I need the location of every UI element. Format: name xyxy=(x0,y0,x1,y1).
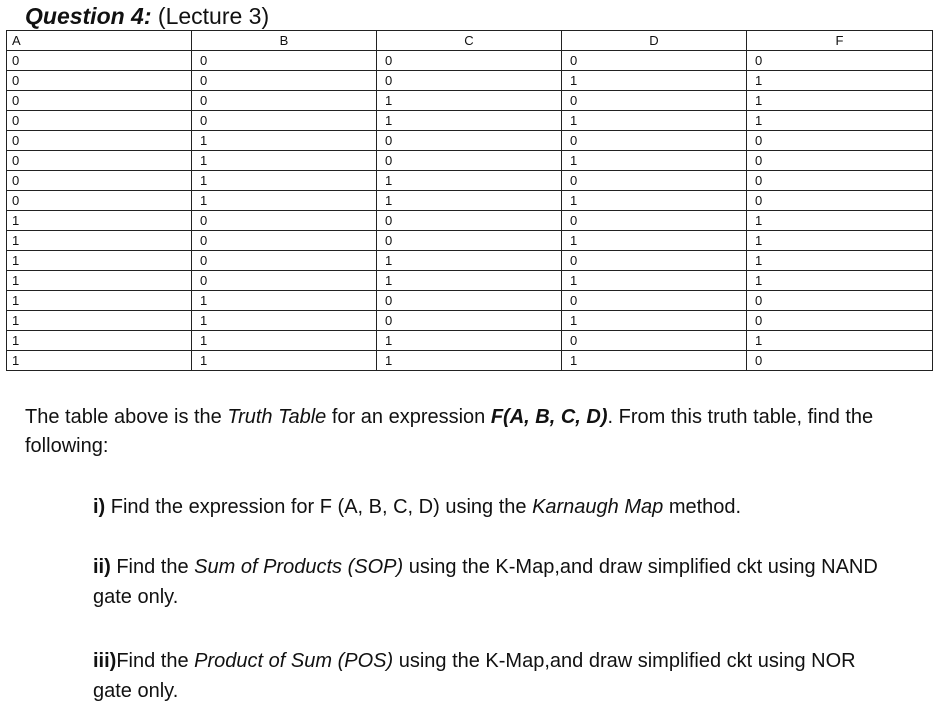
table-cell-c: 1 xyxy=(377,191,562,211)
table-row xyxy=(7,191,933,211)
question-title xyxy=(25,2,269,30)
table-cell-b: 1 xyxy=(192,191,377,211)
description-paragraph xyxy=(25,403,905,461)
table-cell-b: 1 xyxy=(192,311,377,331)
table-cell-a: 0 xyxy=(7,51,192,71)
table-cell-c: 1 xyxy=(377,351,562,371)
table-cell-b: 0 xyxy=(192,51,377,71)
table-cell-c: 1 xyxy=(377,171,562,191)
item-label: ii) xyxy=(93,556,111,578)
table-cell-b: 0 xyxy=(192,231,377,251)
table-cell-a: 1 xyxy=(7,331,192,351)
table-cell-b: 0 xyxy=(192,91,377,111)
table-cell-a: 0 xyxy=(7,171,192,191)
table-cell-c: 0 xyxy=(377,51,562,71)
table-cell-a: 0 xyxy=(7,111,192,131)
table-cell-d: 1 xyxy=(562,231,747,251)
table-row xyxy=(7,311,933,331)
table-row xyxy=(7,151,933,171)
table-cell-f: 0 xyxy=(747,51,933,71)
table-cell-d: 0 xyxy=(562,171,747,191)
table-cell-b: 1 xyxy=(192,291,377,311)
table-cell-f: 1 xyxy=(747,91,933,111)
table-cell-d: 0 xyxy=(562,91,747,111)
table-cell-b: 1 xyxy=(192,151,377,171)
table-cell-c: 1 xyxy=(377,271,562,291)
table-cell-a: 0 xyxy=(7,131,192,151)
table-cell-b: 0 xyxy=(192,251,377,271)
table-cell-b: 1 xyxy=(192,131,377,151)
table-cell-b: 0 xyxy=(192,71,377,91)
table-cell-a: 0 xyxy=(7,151,192,171)
table-cell-d: 0 xyxy=(562,131,747,151)
table-row xyxy=(7,91,933,111)
table-cell-b: 0 xyxy=(192,271,377,291)
table-cell-b: 0 xyxy=(192,211,377,231)
table-cell-c: 1 xyxy=(377,331,562,351)
table-cell-f: 0 xyxy=(747,171,933,191)
table-cell-a: 0 xyxy=(7,191,192,211)
table-cell-d: 0 xyxy=(562,251,747,271)
table-cell-d: 1 xyxy=(562,271,747,291)
table-cell-d: 0 xyxy=(562,331,747,351)
header-b: B xyxy=(192,31,377,51)
table-cell-c: 1 xyxy=(377,91,562,111)
table-cell-f: 1 xyxy=(747,251,933,271)
table-cell-f: 1 xyxy=(747,111,933,131)
item-text: Find the xyxy=(110,556,195,578)
table-cell-d: 1 xyxy=(562,71,747,91)
table-cell-f: 1 xyxy=(747,231,933,251)
header-f: F xyxy=(747,31,933,51)
table-row xyxy=(7,51,933,71)
lecture-label: (Lecture 3) xyxy=(157,3,270,29)
table-cell-b: 1 xyxy=(192,351,377,371)
table-cell-c: 0 xyxy=(377,311,562,331)
table-cell-a: 1 xyxy=(7,311,192,331)
table-cell-f: 0 xyxy=(747,131,933,151)
table-cell-a: 1 xyxy=(7,351,192,371)
table-cell-a: 0 xyxy=(7,91,192,111)
table-row xyxy=(7,251,933,271)
table-row xyxy=(7,351,933,371)
table-cell-d: 1 xyxy=(562,351,747,371)
table-cell-c: 0 xyxy=(377,291,562,311)
table-row xyxy=(7,171,933,191)
table-cell-f: 1 xyxy=(747,331,933,351)
item-emphasis: Sum of Products (SOP) xyxy=(194,556,404,578)
header-c: C xyxy=(377,31,562,51)
question-label: Question 4: xyxy=(25,3,152,29)
truth-table-body xyxy=(7,51,933,371)
table-cell-f: 1 xyxy=(747,211,933,231)
table-cell-d: 0 xyxy=(562,291,747,311)
table-cell-d: 0 xyxy=(562,211,747,231)
table-cell-c: 0 xyxy=(377,211,562,231)
table-cell-c: 0 xyxy=(377,231,562,251)
item-text: using the K-Map,and draw simplified ckt using NOR gate only. xyxy=(93,650,856,702)
item-label: iii) xyxy=(93,650,117,672)
table-cell-a: 1 xyxy=(7,251,192,271)
table-row xyxy=(7,131,933,151)
table-cell-d: 1 xyxy=(562,151,747,171)
table-cell-f: 1 xyxy=(747,71,933,91)
table-cell-f: 0 xyxy=(747,151,933,171)
table-cell-a: 1 xyxy=(7,271,192,291)
function-name: F(A, B, C, D) xyxy=(490,406,608,428)
header-a: A xyxy=(7,31,192,51)
truth-table-header xyxy=(7,31,933,51)
table-cell-f: 0 xyxy=(747,351,933,371)
truth-table xyxy=(6,30,933,371)
table-cell-f: 0 xyxy=(747,291,933,311)
header-row xyxy=(7,31,933,51)
table-cell-c: 1 xyxy=(377,251,562,271)
item-emphasis: Karnaugh Map xyxy=(532,496,664,518)
table-cell-b: 1 xyxy=(192,171,377,191)
item-text: using the K-Map,and draw simplified ckt using NAND gate only. xyxy=(93,556,878,608)
table-row xyxy=(7,71,933,91)
table-cell-f: 0 xyxy=(747,311,933,331)
question-item-3 xyxy=(93,646,893,706)
table-cell-c: 0 xyxy=(377,71,562,91)
truth-table-term: Truth Table xyxy=(227,406,327,428)
item-label: i) xyxy=(93,496,106,518)
description-text: The table above is the xyxy=(25,406,228,428)
question-item-2 xyxy=(93,552,893,612)
description-text: . From this truth table, find the following: xyxy=(25,406,874,457)
item-text: Find the xyxy=(116,650,195,672)
table-cell-d: 1 xyxy=(562,111,747,131)
item-text: Find the expression for F (A, B, C, D) using the xyxy=(105,496,533,518)
table-cell-a: 0 xyxy=(7,71,192,91)
table-cell-a: 1 xyxy=(7,291,192,311)
table-cell-c: 1 xyxy=(377,111,562,131)
table-row xyxy=(7,271,933,291)
question-item-1 xyxy=(93,492,893,522)
table-row xyxy=(7,211,933,231)
description-text: for an expression xyxy=(326,406,491,428)
table-cell-d: 0 xyxy=(562,51,747,71)
table-cell-c: 0 xyxy=(377,131,562,151)
table-row xyxy=(7,291,933,311)
table-cell-c: 0 xyxy=(377,151,562,171)
table-cell-a: 1 xyxy=(7,231,192,251)
table-cell-d: 1 xyxy=(562,191,747,211)
item-emphasis: Product of Sum (POS) xyxy=(194,650,394,672)
item-text: method. xyxy=(663,496,742,518)
table-row xyxy=(7,331,933,351)
table-cell-d: 1 xyxy=(562,311,747,331)
table-cell-b: 1 xyxy=(192,331,377,351)
table-cell-a: 1 xyxy=(7,211,192,231)
table-cell-f: 0 xyxy=(747,191,933,211)
table-cell-b: 0 xyxy=(192,111,377,131)
table-row xyxy=(7,111,933,131)
header-d: D xyxy=(562,31,747,51)
table-cell-f: 1 xyxy=(747,271,933,291)
table-row xyxy=(7,231,933,251)
